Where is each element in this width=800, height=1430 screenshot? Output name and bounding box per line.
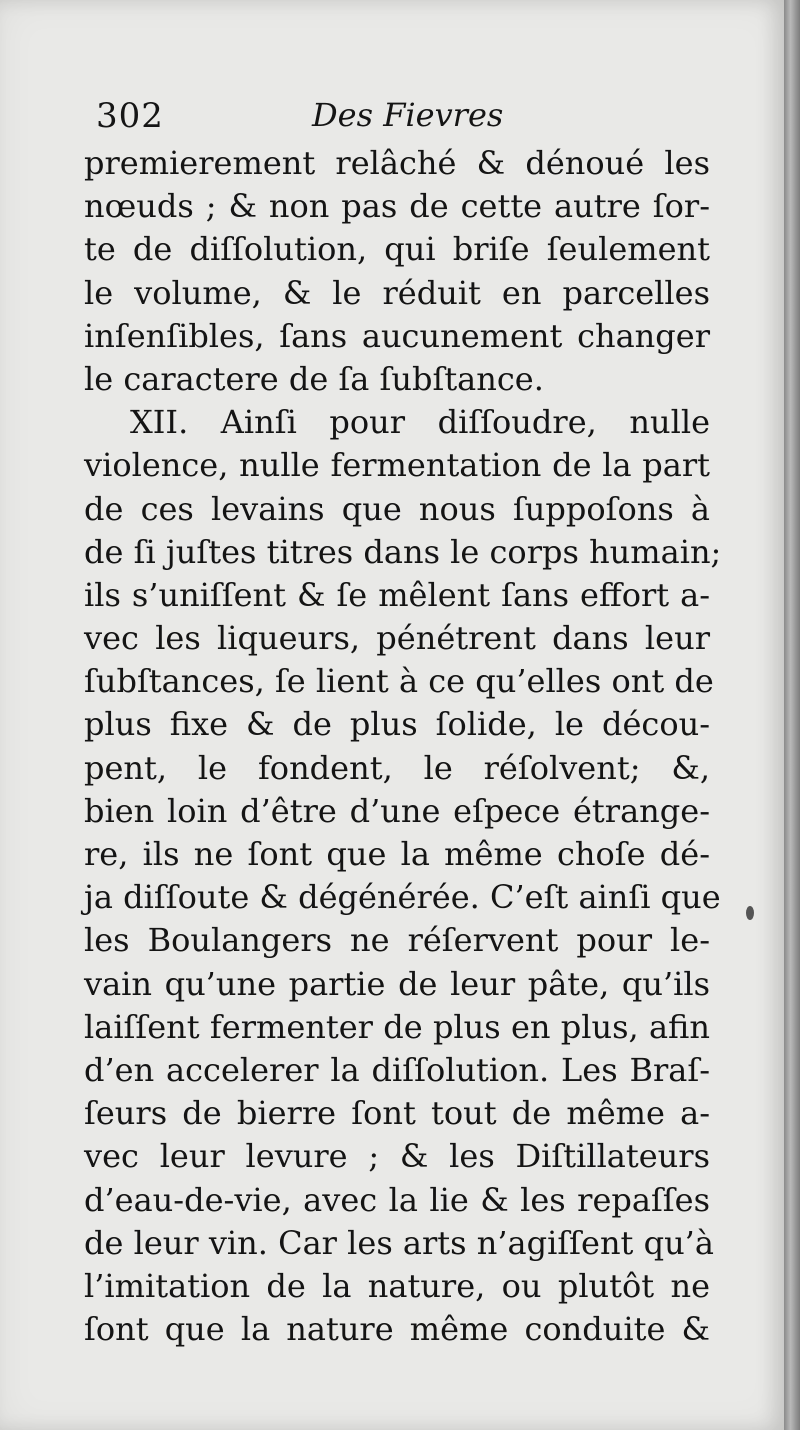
text-line: inſenſibles, ſans aucunement changer: [84, 316, 710, 355]
running-title: Des Fievres: [312, 96, 504, 134]
text-line: le caractere de ſa ſubſtance.: [84, 359, 544, 398]
text-line: ja diſſoute & dégénérée. C’eſt ainſi que: [84, 878, 721, 917]
text-line: te de diſſolution, qui briſe ſeulement: [84, 230, 710, 269]
text-line: l’imitation de la nature, ou plutôt ne: [84, 1266, 710, 1305]
text-line: ſont que la nature même conduite &: [84, 1310, 710, 1349]
text-line: pent, le fondent, le réſolvent; &,: [84, 748, 710, 787]
text-line: plus fixe & de plus ſolide, le décou-: [84, 705, 710, 744]
text-line: vain qu’une partie de leur pâte, qu’ils: [84, 964, 710, 1003]
page-edge: [784, 0, 800, 1430]
text-line: de leur vin. Car les arts n’agiſſent qu’à: [84, 1223, 714, 1262]
paragraph-start-line: XII. Ainſi pour diſſoudre, nulle: [130, 403, 710, 442]
text-line: laiſſent fermenter de plus en plus, afin: [84, 1007, 710, 1046]
text-line: ſeurs de bierre ſont tout de même a-: [84, 1094, 710, 1133]
text-line: violence, nulle fermentation de la part: [84, 446, 710, 485]
ink-speck: [746, 906, 754, 920]
text-line: les Boulangers ne réſervent pour le-: [84, 921, 710, 960]
text-line: de ſi juſtes titres dans le corps humain;: [84, 532, 722, 571]
text-line: de ces levains que nous ſuppoſons à: [84, 489, 710, 528]
text-line: bien loin d’être d’une eſpece étrange-: [84, 791, 710, 830]
page-header: [96, 96, 706, 142]
text-line: ſubſtances, ſe lient à ce qu’elles ont de: [84, 662, 714, 701]
text-line: premierement relâché & dénoué les: [84, 144, 710, 182]
text-line: nœuds ; & non pas de cette autre ſor-: [84, 187, 710, 226]
text-line: d’eau-de-vie, avec la lie & les repaſſes: [84, 1180, 710, 1219]
text-line: ils s’uniſſent & ſe mêlent ſans effort a-: [84, 575, 710, 614]
text-line: re, ils ne ſont que la même choſe dé-: [84, 835, 710, 873]
text-line: le volume, & le réduit en parcelles: [84, 273, 710, 312]
text-line: vec les liqueurs, pénétrent dans leur: [84, 619, 710, 658]
text-line: vec leur levure ; & les Diſtillateurs: [84, 1137, 710, 1176]
body-text: [84, 142, 722, 1351]
text-line: d’en accelerer la diſſolution. Les Braſ-: [84, 1050, 710, 1089]
page-number: 302: [96, 96, 164, 136]
